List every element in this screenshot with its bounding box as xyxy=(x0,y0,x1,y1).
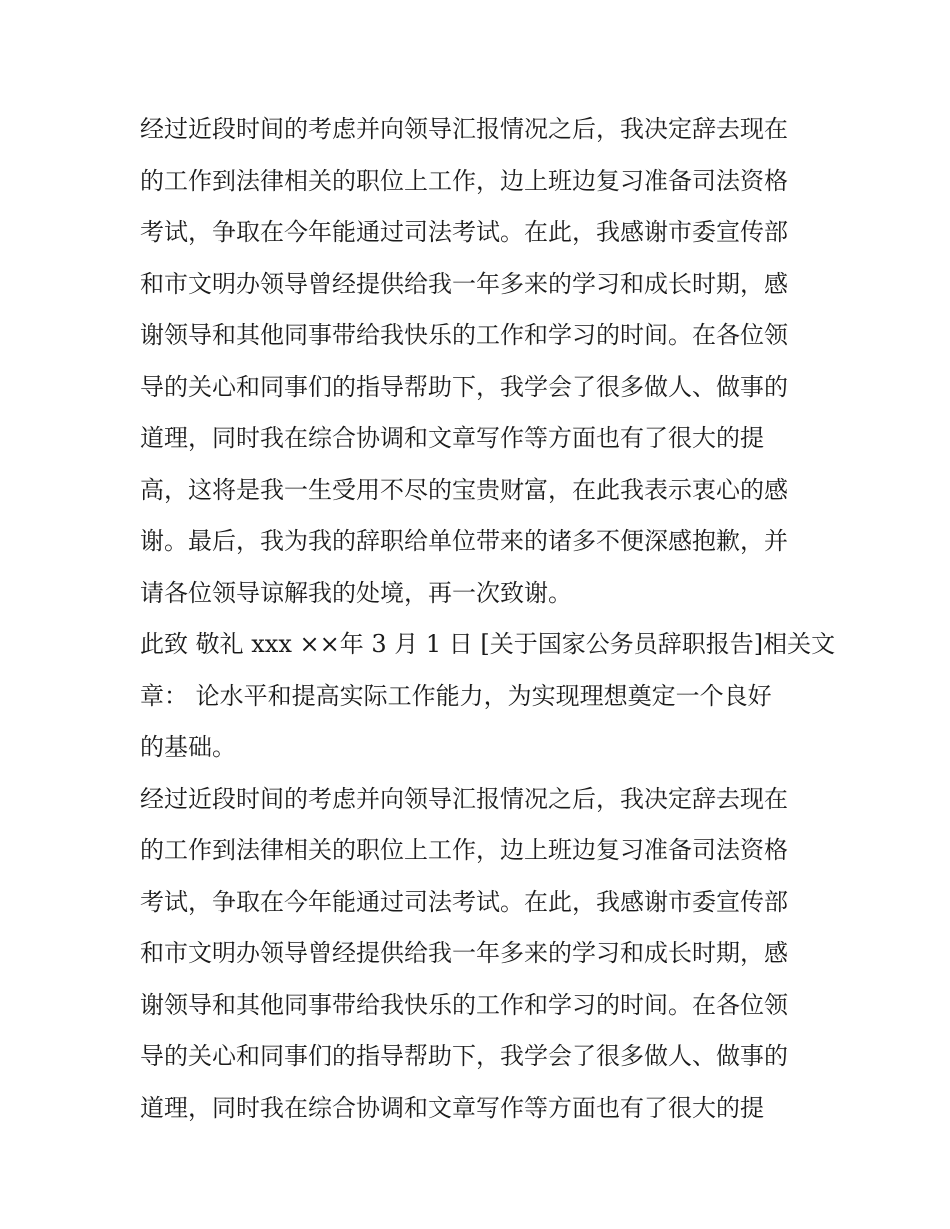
text-line: 章： 论水平和提高实际工作能力，为实现理想奠定一个良好 xyxy=(140,681,772,710)
text-line: 谢领导和其他同事带给我快乐的工作和学习的时间。在各位领 xyxy=(140,990,788,1019)
text-line: 的工作到法律相关的职位上工作，边上班边复习准备司法资格 xyxy=(140,836,788,864)
text-line: 高，这将是我一生受用不尽的宝贵财富，在此我表示衷心的感 xyxy=(140,475,788,504)
text-line: 经过近段时间的考虑并向领导汇报情况之后，我决定辞去现在 xyxy=(140,115,788,143)
text-line: 导的关心和同事们的指导帮助下，我学会了很多做人、做事的 xyxy=(140,372,788,401)
text-line: 导的关心和同事们的指导帮助下，我学会了很多做人、做事的 xyxy=(140,1042,788,1070)
text-line: 谢。最后，我为我的辞职给单位带来的诸多不便深感抱歉，并 xyxy=(140,527,788,555)
text-line: 的基础。 xyxy=(140,733,236,761)
text-line: 考试，争取在今年能通过司法考试。在此，我感谢市委宣传部 xyxy=(140,887,788,916)
text-line: 经过近段时间的考虑并向领导汇报情况之后，我决定辞去现在 xyxy=(140,784,788,813)
text-line: 请各位领导谅解我的处境，再一次致谢。 xyxy=(140,578,572,607)
text-line: 的工作到法律相关的职位上工作，边上班边复习准备司法资格 xyxy=(140,166,788,195)
text-line: 道理，同时我在综合协调和文章写作等方面也有了很大的提 xyxy=(140,424,764,452)
text-line: 和市文明办领导曾经提供给我一年多来的学习和成长时期，感 xyxy=(140,939,788,967)
document-body xyxy=(140,104,836,1134)
text-line: 和市文明办领导曾经提供给我一年多来的学习和成长时期，感 xyxy=(140,269,788,298)
text-line: 此致 敬礼 xxx ××年 3 月 1 日 [关于国家公务员辞职报告]相关文 xyxy=(140,630,836,658)
text-line: 考试，争取在今年能通过司法考试。在此，我感谢市委宣传部 xyxy=(140,218,788,246)
text-line: 谢领导和其他同事带给我快乐的工作和学习的时间。在各位领 xyxy=(140,321,788,349)
text-line: 道理，同时我在综合协调和文章写作等方面也有了很大的提 xyxy=(140,1093,764,1122)
